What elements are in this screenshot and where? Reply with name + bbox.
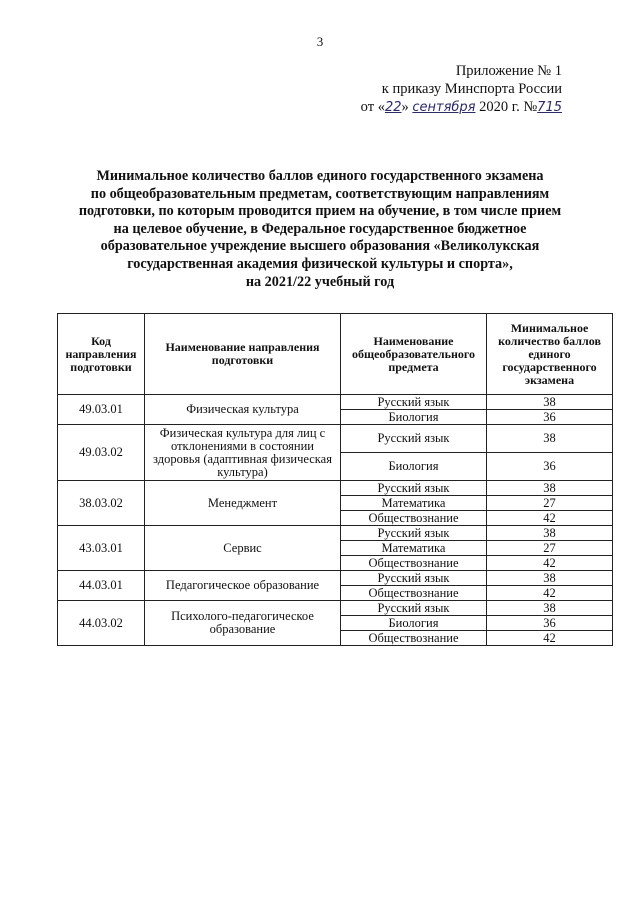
- subject-name: Обществознание: [341, 586, 487, 601]
- min-score-value: 36: [487, 410, 613, 425]
- direction-name: Менеджмент: [145, 481, 341, 526]
- document-heading: [40, 168, 600, 291]
- heading-line: государственная академия физической культуры и спорта»,: [127, 255, 513, 272]
- date-day-handwritten: 22: [384, 100, 402, 115]
- direction-code: 49.03.02: [58, 425, 145, 481]
- direction-code: 44.03.02: [58, 601, 145, 646]
- heading-line: образовательное учреждение высшего образования «Великолукская: [100, 238, 540, 255]
- table-row: [58, 425, 613, 453]
- direction-name: Физическая культура: [145, 395, 341, 425]
- direction-name: Сервис: [145, 526, 341, 571]
- heading-line: на 2021/22 учебный год: [245, 273, 395, 290]
- min-score-value: 42: [487, 631, 613, 646]
- subject-name: Русский язык: [341, 395, 487, 410]
- subject-name: Русский язык: [341, 571, 487, 586]
- page-number: 3: [316, 34, 324, 49]
- direction-name: Физическая культура для лиц с отклонениями в состоянии здоровья (адаптивная физическая культура): [145, 425, 341, 481]
- min-score-value: 42: [487, 586, 613, 601]
- date-mid: »: [401, 99, 409, 115]
- date-month-handwritten: сентября: [412, 100, 476, 115]
- min-score-value: 36: [487, 616, 613, 631]
- header-min-score: Минимальное количество баллов единого государственного экзамена: [487, 314, 613, 395]
- min-score-value: 38: [487, 571, 613, 586]
- table-row: [58, 481, 613, 496]
- header-subject: Наименование общеобразовательного предмета: [341, 314, 487, 395]
- min-score-value: 36: [487, 453, 613, 481]
- appendix-date-line: [361, 98, 562, 117]
- table-row: [58, 601, 613, 616]
- appendix-reference: [361, 62, 562, 117]
- exam-scores-table: [57, 313, 613, 646]
- subject-name: Математика: [341, 496, 487, 511]
- heading-line: по общеобразовательным предметам, соответствующим направлениям: [90, 185, 550, 202]
- min-score-value: 27: [487, 541, 613, 556]
- min-score-value: 38: [487, 481, 613, 496]
- header-direction: Наименование направления подготовки: [145, 314, 341, 395]
- subject-name: Обществознание: [341, 511, 487, 526]
- subject-name: Биология: [341, 410, 487, 425]
- subject-name: Математика: [341, 541, 487, 556]
- order-number-handwritten: 715: [537, 100, 562, 115]
- subject-name: Обществознание: [341, 631, 487, 646]
- heading-line: подготовки, по которым проводится прием на обучение, в том числе прием: [78, 203, 562, 220]
- min-score-value: 38: [487, 526, 613, 541]
- direction-code: 38.03.02: [58, 481, 145, 526]
- appendix-order-ref: к приказу Минспорта России: [381, 81, 562, 97]
- subject-name: Русский язык: [341, 601, 487, 616]
- direction-name: Психолого-педагогическое образование: [145, 601, 341, 646]
- subject-name: Биология: [341, 453, 487, 481]
- table-row: [58, 395, 613, 410]
- appendix-title: Приложение № 1: [455, 63, 562, 79]
- min-score-value: 38: [487, 425, 613, 453]
- date-prefix: от «: [360, 99, 385, 115]
- heading-line: Минимальное количество баллов единого государственного экзамена: [96, 168, 544, 184]
- subject-name: Биология: [341, 616, 487, 631]
- min-score-value: 38: [487, 601, 613, 616]
- direction-code: 44.03.01: [58, 571, 145, 601]
- min-score-value: 42: [487, 511, 613, 526]
- min-score-value: 27: [487, 496, 613, 511]
- subject-name: Русский язык: [341, 481, 487, 496]
- min-score-value: 42: [487, 556, 613, 571]
- header-code: Код направления подготовки: [58, 314, 145, 395]
- date-year: 2020 г. №: [479, 99, 538, 115]
- subject-name: Русский язык: [341, 425, 487, 453]
- subject-name: Обществознание: [341, 556, 487, 571]
- min-score-value: 38: [487, 395, 613, 410]
- direction-code: 43.03.01: [58, 526, 145, 571]
- table-header-row: [58, 314, 613, 395]
- direction-name: Педагогическое образование: [145, 571, 341, 601]
- direction-code: 49.03.01: [58, 395, 145, 425]
- table-row: [58, 571, 613, 586]
- heading-line: на целевое обучение, в Федеральное государственное бюджетное: [113, 220, 527, 237]
- table-row: [58, 526, 613, 541]
- subject-name: Русский язык: [341, 526, 487, 541]
